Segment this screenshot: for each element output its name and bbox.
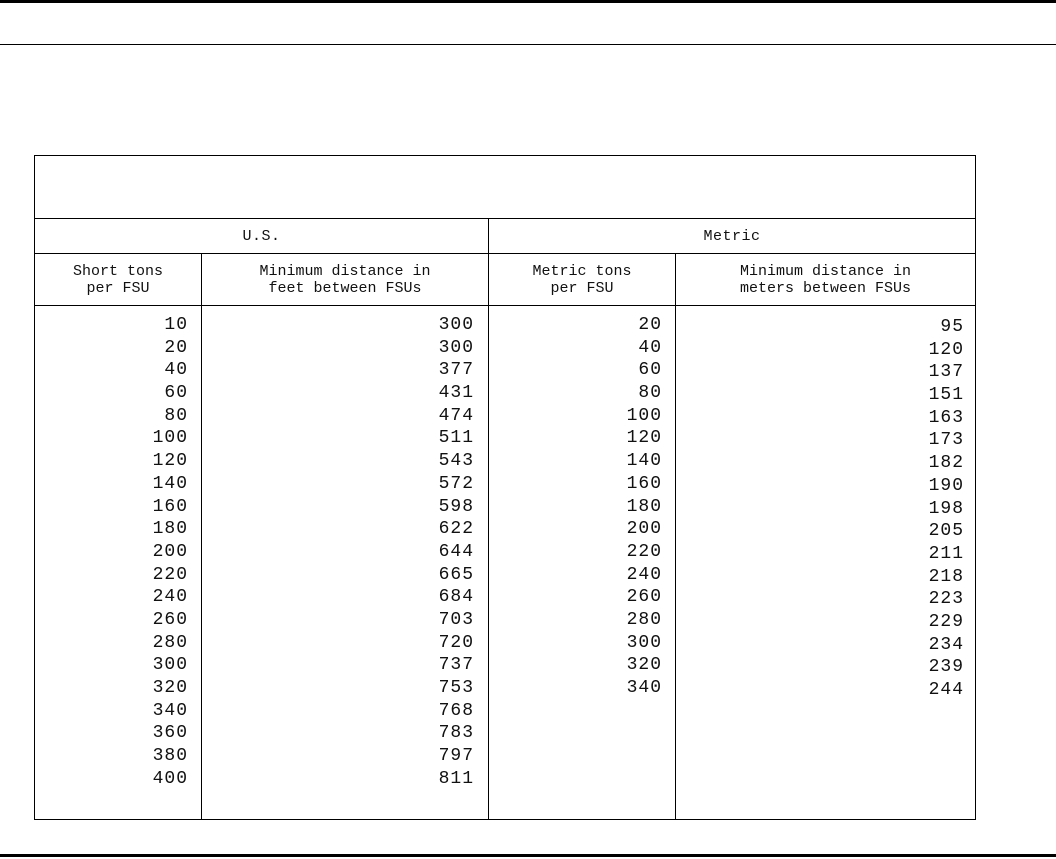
table-cell: 340	[152, 700, 188, 721]
table-cell: 100	[152, 428, 188, 449]
header-meters-distance: Minimum distance in meters between FSUs	[739, 263, 912, 297]
table-cell: 205	[928, 521, 964, 542]
table-cell: 80	[164, 405, 188, 426]
table-cell: 80	[638, 383, 662, 404]
table-cell: 280	[152, 632, 188, 653]
table-cell: 753	[438, 678, 474, 698]
table-cell: 160	[152, 496, 188, 517]
table-cell: 40	[164, 360, 188, 381]
table-cell: 684	[438, 587, 474, 608]
table-cell: 229	[928, 611, 964, 632]
table-cell: 244	[928, 680, 964, 700]
table-cell: 572	[438, 473, 474, 494]
fsu-distance-table	[34, 155, 976, 820]
group-header-us: U.S.	[242, 227, 281, 245]
table-cell: 511	[438, 428, 474, 449]
table-cell: 198	[928, 498, 964, 519]
table-cell: 120	[928, 339, 964, 360]
table-cell: 622	[438, 519, 474, 540]
table-cell: 300	[438, 315, 474, 335]
table-cell: 223	[928, 589, 964, 610]
table-cell: 377	[438, 360, 474, 381]
header-metric-tons: Metric tons per FSU	[532, 263, 632, 297]
table-cell: 360	[152, 723, 188, 744]
table-cell: 260	[152, 609, 188, 630]
group-header-metric: Metric	[703, 227, 761, 245]
table-cell: 182	[928, 453, 964, 474]
table-cell: 137	[928, 362, 964, 383]
table-cell: 173	[928, 430, 964, 451]
table-cell: 120	[626, 428, 662, 449]
table-cell: 320	[626, 655, 662, 676]
table-cell: 140	[626, 451, 662, 472]
table-cell: 163	[928, 407, 964, 428]
header-short-tons: Short tons per FSU	[72, 263, 163, 297]
column-meters-distance	[676, 306, 964, 702]
table-cell: 300	[152, 655, 188, 676]
table-cell: 783	[438, 723, 474, 744]
table-cell: 60	[638, 360, 662, 381]
table-cell: 703	[438, 609, 474, 630]
table-cell: 220	[626, 541, 662, 562]
table-cell: 239	[928, 657, 964, 678]
table-cell: 280	[626, 609, 662, 630]
column-feet-distance	[202, 306, 474, 790]
top-rule-thick	[0, 0, 1056, 3]
table-cell: 340	[626, 678, 662, 698]
column-short-tons	[35, 306, 188, 790]
table-cell: 720	[438, 632, 474, 653]
table-cell: 431	[438, 383, 474, 404]
table-cell: 474	[438, 405, 474, 426]
table-cell: 160	[626, 473, 662, 494]
table-cell: 120	[152, 451, 188, 472]
table-cell: 180	[152, 519, 188, 540]
header-feet-distance: Minimum distance in feet between FSUs	[259, 263, 431, 297]
table-cell: 260	[626, 587, 662, 608]
table-cell: 240	[626, 564, 662, 585]
top-rule-thin	[0, 44, 1056, 45]
table-caption-area	[35, 156, 975, 218]
table-cell: 768	[438, 700, 474, 721]
bottom-rule	[0, 854, 1056, 857]
table-cell: 811	[438, 768, 474, 789]
table-cell: 665	[438, 564, 474, 585]
table-cell: 234	[928, 634, 964, 655]
table-cell: 797	[438, 746, 474, 767]
column-metric-tons	[489, 306, 662, 700]
table-cell: 644	[438, 541, 474, 562]
table-cell: 598	[438, 496, 474, 517]
table-cell: 543	[438, 451, 474, 472]
table-cell: 95	[940, 317, 964, 337]
table-cell: 200	[626, 519, 662, 540]
table-cell: 220	[152, 564, 188, 585]
table-cell: 300	[626, 632, 662, 653]
table-cell: 190	[928, 475, 964, 496]
table-cell: 60	[164, 383, 188, 404]
table-cell: 400	[152, 768, 188, 789]
table-cell: 200	[152, 541, 188, 562]
table-cell: 320	[152, 678, 188, 698]
table-cell: 218	[928, 566, 964, 587]
table-cell: 100	[626, 405, 662, 426]
table-cell: 20	[638, 315, 662, 335]
table-cell: 180	[626, 496, 662, 517]
table-cell: 140	[152, 473, 188, 494]
table-cell: 737	[438, 655, 474, 676]
table-cell: 211	[928, 543, 964, 564]
table-cell: 380	[152, 746, 188, 767]
table-cell: 240	[152, 587, 188, 608]
table-cell: 20	[164, 337, 188, 358]
table-cell: 10	[164, 315, 188, 335]
table-cell: 151	[928, 385, 964, 406]
table-cell: 300	[438, 337, 474, 358]
table-cell: 40	[638, 337, 662, 358]
